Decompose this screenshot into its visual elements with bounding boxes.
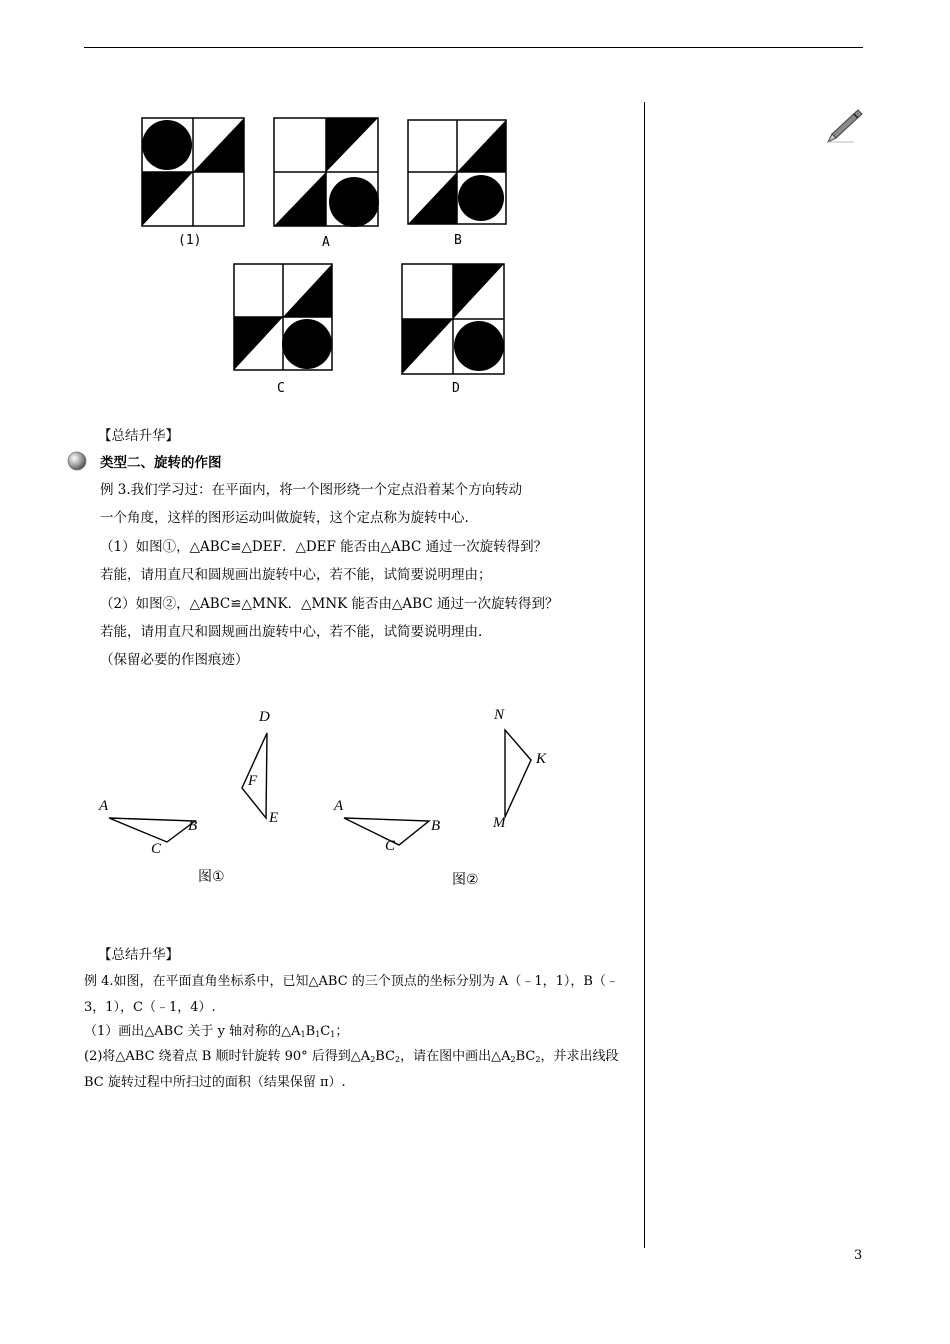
point-label-k: K [536, 751, 547, 767]
section-heading-type2: 类型二、旋转的作图 [100, 455, 222, 471]
point-label-m: M [493, 815, 506, 831]
tile-figure-d [402, 264, 504, 374]
tile-figure-c [234, 264, 332, 370]
figure1-caption: 图① [198, 869, 225, 885]
example3-line-7: （保留必要的作图痕迹） [100, 652, 249, 668]
point-label-d: D [259, 709, 270, 725]
example4-line-1: 例 4.如图，在平面直角坐标系中，已知△ABC 的三个顶点的坐标分别为 A（﹣1，1），B（﹣ [84, 974, 619, 989]
example4-line-5: BC 旋转过程中所扫过的面积（结果保留 π）. [84, 1075, 346, 1090]
example4-line-2: 3，1），C（﹣1，4）. [84, 1000, 216, 1015]
point-label-a1: A [99, 798, 109, 814]
example3-line-4: 若能，请用直尺和圆规画出旋转中心，若不能，试简要说明理由； [100, 567, 492, 583]
margin-column-rule [644, 102, 645, 1248]
tile-label-1: (1) [178, 233, 202, 248]
point-label-c2: C [385, 838, 396, 854]
tile-figure-b [408, 120, 506, 224]
example3-line-6: 若能，请用直尺和圆规画出旋转中心，若不能，试简要说明理由. [100, 624, 483, 640]
summary-label-1: 【总结升华】 [98, 428, 179, 444]
tile-figure-a [274, 118, 379, 227]
point-label-n: N [494, 707, 505, 723]
header-rule [84, 47, 863, 48]
summary-label-2: 【总结升华】 [98, 947, 179, 963]
example3-line-1: 例 3.我们学习过：在平面内，将一个图形绕一个定点沿着某个方向转动 [100, 482, 523, 498]
rotation-tile-figures [130, 110, 530, 400]
figure2-caption: 图② [452, 872, 479, 888]
tile-figure-1 [142, 118, 244, 226]
page-number: 3 [854, 1248, 863, 1263]
tile-label-a: A [322, 235, 330, 250]
example4-line-3: （1）画出△ABC 关于 y 轴对称的$\triangle A_1B_1C_1$； [84, 1024, 349, 1039]
triangle-figures [90, 700, 570, 900]
triangle-mnk [505, 730, 531, 817]
example3-line-5: （2）如图②，△ABC≌△MNK．△MNK 能否由△ABC 通过一次旋转得到？ [100, 596, 559, 612]
point-label-e: E [269, 810, 279, 826]
point-label-a2: A [334, 798, 344, 814]
point-label-f: F [248, 773, 258, 789]
point-label-b2: B [431, 818, 441, 834]
tile-label-d: D [452, 381, 460, 396]
point-label-c1: C [151, 841, 162, 857]
tile-label-b: B [454, 233, 462, 248]
sphere-bullet-icon [66, 450, 88, 472]
example3-line-3: （1）如图①，△ABC≌△DEF．△DEF 能否由△ABC 通过一次旋转得到？ [100, 539, 548, 555]
pen-icon [824, 108, 864, 146]
point-label-b1: B [188, 818, 198, 834]
tile-label-c: C [277, 381, 285, 396]
triangle-abc-fig1 [109, 818, 198, 842]
example4-line-4: (2)将△ABC 绕着点 B 顺时针旋转 90° 后得到$\triangle A_2BC_2$，请在图中画出$\triangle A_2BC_2$，并求出线段 [84, 1049, 619, 1064]
example3-line-2: 一个角度，这样的图形运动叫做旋转，这个定点称为旋转中心. [100, 510, 469, 526]
